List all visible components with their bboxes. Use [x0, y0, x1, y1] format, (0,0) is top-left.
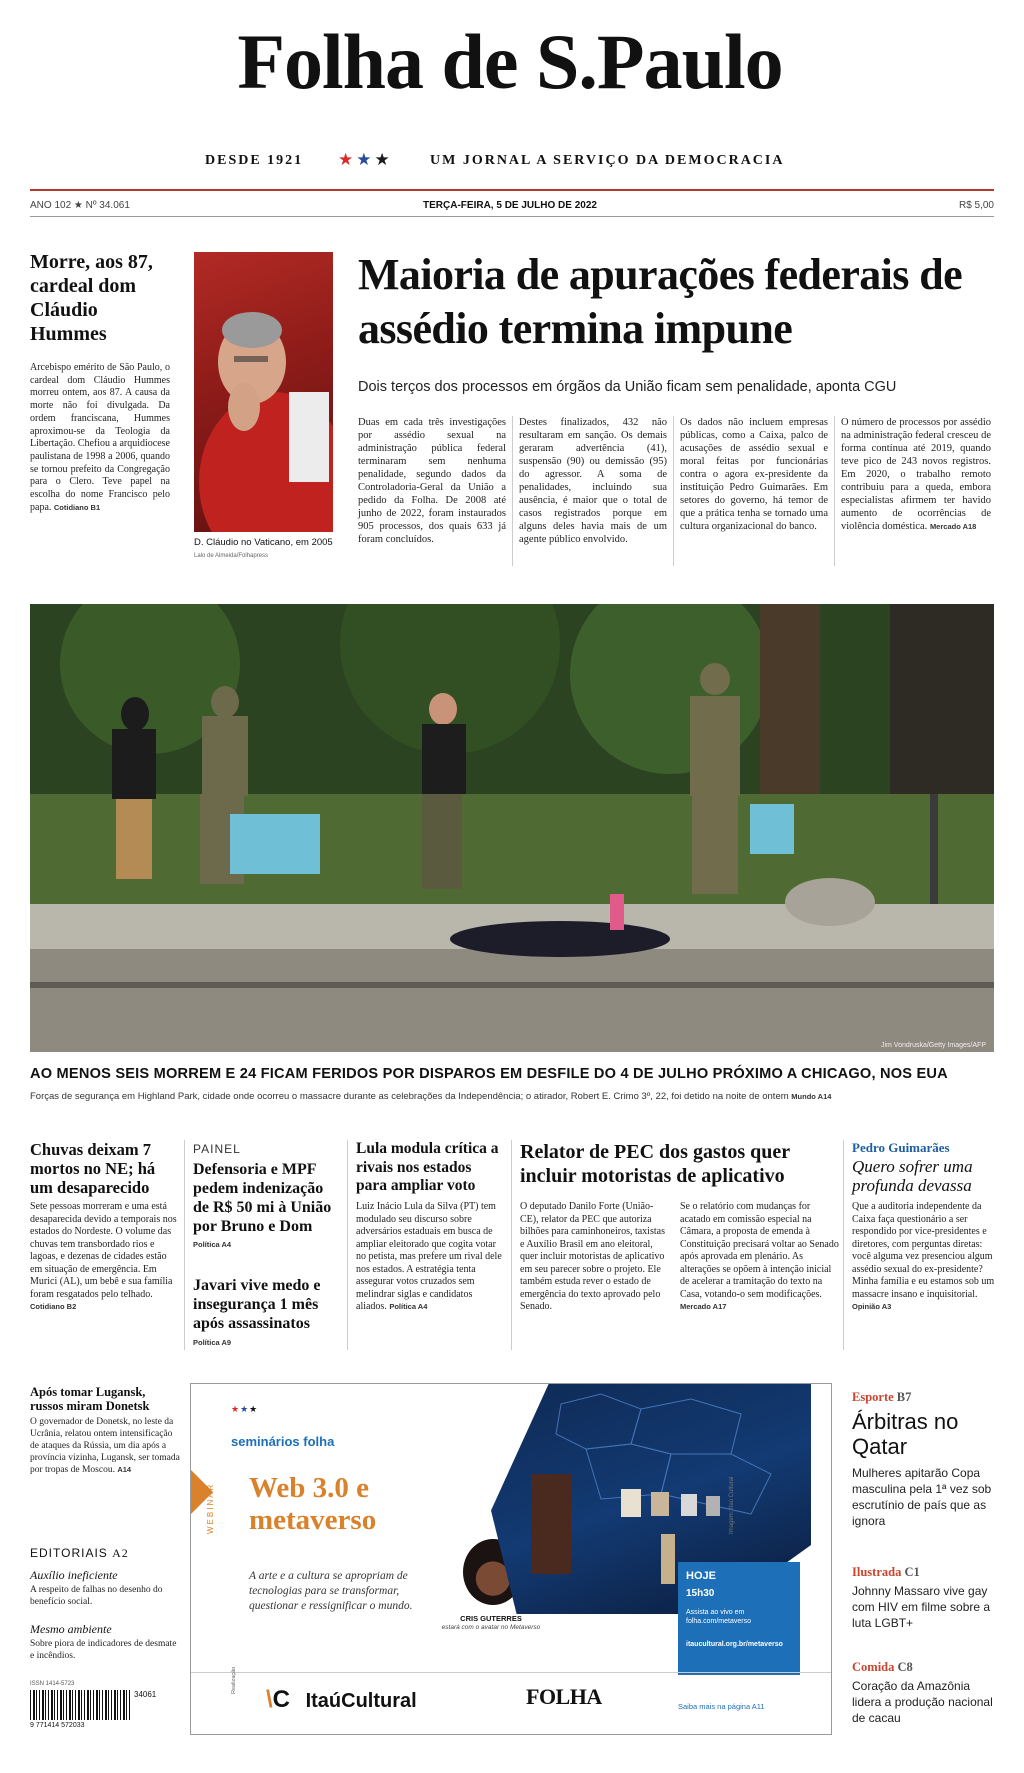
section-ref[interactable]: Política A4 [389, 1302, 428, 1311]
lula-body: Luiz Inácio Lula da Silva (PT) tem modulado seu discurso sobre adversários estaduais em busca de ampliar eleitorado que cogita votar no petista, mas prefere um rival dele nos estados. A estratégia tenta assegurar votos cruzados sem melindrar siglas e candidatos aliados. Política A4 [356, 1201, 502, 1312]
teaser-esporte[interactable] [852, 1390, 997, 1529]
barcode-number: 9 771414 572033 [30, 1722, 85, 1729]
itau-c-icon: C [272, 1686, 291, 1713]
section-ref[interactable]: Política A4 [193, 1240, 232, 1249]
column-divider [511, 1140, 512, 1350]
hummes-caption: D. Cláudio no Vaticano, em 2005 Lalo de Almeida/Folhapress [194, 537, 333, 559]
ad-brand: seminários folha [231, 1434, 335, 1449]
teaser-ilustrada[interactable] [852, 1565, 997, 1631]
masthead-motto: UM JORNAL A SERVIÇO DA DEMOCRACIA [430, 153, 785, 168]
column-divider [843, 1140, 844, 1350]
photo-credit: Lalo de Almeida/Folhapress [194, 553, 269, 559]
photo-headline[interactable]: AO MENOS SEIS MORREM E 24 FICAM FERIDOS POR DISPAROS EM DESFILE DO 4 DE JULHO PRÓXIMO A CHICAGO, NOS EUA [30, 1066, 948, 1082]
star-icon: ★ [374, 150, 393, 169]
javari-headline[interactable]: Javari vive medo e insegurança 1 mês após assassinatos [193, 1277, 321, 1332]
lugansk-headline[interactable]: Após tomar Lugansk, russos miram Donetsk [30, 1385, 150, 1413]
ad-time: 15h30 [686, 1588, 715, 1599]
teaser-page: C1 [904, 1565, 920, 1579]
section-ref[interactable]: Cotidiano B1 [53, 502, 101, 512]
chuvas-headline[interactable]: Chuvas deixam 7 mortos no NE; há um desaparecido [30, 1140, 156, 1197]
section-ref[interactable]: Opinião A3 [852, 1302, 892, 1311]
lead-headline[interactable]: Maioria de apurações federais de assédio termina impune [358, 250, 963, 353]
teaser-text: Mulheres apitarão Copa masculina pela 1ª vez sob escrutínio de país que as ignora [852, 1466, 992, 1528]
ad-event-box[interactable] [678, 1562, 800, 1675]
section-ref[interactable]: Mercado A18 [929, 522, 977, 531]
ad-more[interactable]: Saiba mais na página A11 [678, 1702, 765, 1711]
editorial-text: Sobre piora de indicadores de desmate e incêndios. [30, 1639, 177, 1661]
ad-vertical-label: WEBINAR [206, 1482, 215, 1534]
barcode-bars [30, 1690, 130, 1720]
editoriais-label: EDITORIAIS A2 [30, 1546, 129, 1560]
section-ref[interactable]: Cotidiano B2 [30, 1302, 77, 1311]
masthead-stars [338, 150, 393, 170]
section-ref[interactable]: Política A9 [193, 1338, 232, 1347]
webinar-ad[interactable] [190, 1383, 832, 1735]
column-divider [673, 416, 674, 566]
photo-credit: Jim Vondruska/Getty Images/AFP [880, 1042, 986, 1049]
lead-col-1: Duas em cada três investigações por assédio sexual na administração pública federal terminaram sem nenhuma penalidade, segundo dados da Controladoria-Geral da União a pedido da Folha. De 2008 até junho de 2022, foram instaurados 905 processos, dos quais 633 já foram concluídos. [358, 417, 506, 545]
teaser-headline[interactable]: Árbitras no Qatar [852, 1409, 959, 1459]
masthead-title: Folha de S.Paulo [237, 18, 783, 105]
masthead-rule [30, 189, 994, 191]
lead-col-4: O número de processos por assédio na administração federal cresceu de forma contínua até 2019, quando teve pico de 243 novos registros. Em 2020, o trabalho remoto contribuiu para a queda, embora especialistas afirmem ter havido aumento de ocorrências de violência doméstica. Mercado A18 [841, 417, 991, 532]
teaser-section: Ilustrada [852, 1565, 902, 1579]
guimaraes-kicker: Pedro Guimarães [852, 1140, 950, 1155]
editorial-title[interactable]: Mesmo ambiente [30, 1622, 112, 1636]
teaser-text[interactable]: Coração da Amazônia lidera a produção nacional de cacau [852, 1679, 993, 1725]
hummes-photo [194, 252, 333, 532]
speaker-name: CRIS GUTERRES [460, 1614, 522, 1623]
speaker-note: estará com o avatar no Metaverso [441, 1624, 541, 1631]
ad-footer-rule [191, 1672, 832, 1673]
ad-sponsor-itau: \C ItaúCultural [266, 1686, 417, 1713]
column-divider [347, 1140, 348, 1350]
teaser-section: Esporte [852, 1390, 894, 1404]
lead-col-2: Destes finalizados, 432 não resultaram em sanção. Os demais geraram advertência (41), suspensão (90) ou demissão (95) do agressor. A soma de penalidades, incluindo sua ausência, é maior que o total de casos registrados porque em alguns deles havia mais de um agente público envolvido. [519, 417, 667, 545]
ad-today-label: HOJE [686, 1570, 716, 1582]
masthead-since: DESDE 1921 [205, 153, 304, 168]
pec-col-2: Se o relatório com mudanças for acatado em comissão especial na Câmara, a proposta de emenda à Constituição precisará voltar ao Senado após aprovada em plenário. As alterações se opõem à intenção inicial de acelerar a tramitação do texto na Casa, votando-o sem modificações. Mercado A17 [680, 1201, 839, 1311]
teaser-page: C8 [897, 1660, 913, 1674]
ad-sponsor-label: Realização [231, 1666, 237, 1694]
edition-number: ANO 102 ★ Nº 34.061 [30, 200, 130, 211]
column-divider [184, 1140, 185, 1350]
edition-price: R$ 5,00 [958, 200, 994, 211]
star-icon: ★ [338, 150, 357, 169]
guimaraes-headline[interactable]: Quero sofrer uma profunda devassa [852, 1157, 973, 1195]
lead-col-3: Os dados não incluem empresas públicas, como a Caixa, palco de acusações de assédio sexual e moral feitas por funcionárias contra o agora ex-presidente da instituição Pedro Guimarães. Em setores do governo, há temor de que a prática tenha se tornado uma cultura organizacional do banco. [680, 417, 828, 532]
editorial-text: A respeito de falhas no desenho do benefício social. [30, 1585, 163, 1607]
photo-caption: Forças de segurança em Highland Park, cidade onde ocorreu o massacre durante as celebrações da Independência; o atirador, Robert E. Crimo 3º, 22, foi detido na noite de ontem Mundo A14 [30, 1091, 832, 1102]
hummes-headline[interactable]: Morre, aos 87, cardeal dom Cláudio Hummes [30, 251, 153, 345]
section-ref[interactable]: A14 [117, 1465, 132, 1474]
ad-image-credit: Imagem: Itaú Cultural [729, 1476, 735, 1534]
teaser-comida[interactable] [852, 1660, 997, 1726]
section-ref[interactable]: Mercado A17 [680, 1302, 727, 1311]
column-divider [834, 416, 835, 566]
ad-title[interactable]: Web 3.0 e metaverso [249, 1472, 377, 1536]
dateline-rule [30, 216, 994, 217]
painel-kicker: PAINEL [193, 1142, 241, 1156]
lugansk-body: O governador de Donetsk, no leste da Ucrânia, relatou ontem intensificação de ataques da Rússia, um dia após a província vizinha, Lugansk, ser tomada por tropas de Moscou. A14 [30, 1417, 180, 1475]
ad-stars: ★★★ [231, 1404, 259, 1414]
teaser-section: Comida [852, 1660, 895, 1674]
barcode-issue: 34061 [134, 1690, 157, 1699]
ad-watch[interactable]: Assista ao vivo em folha.com/metaverso [686, 1609, 751, 1625]
column-divider [512, 416, 513, 566]
teaser-page: B7 [896, 1390, 912, 1404]
barcode-issn: ISSN 1414-5723 [30, 1681, 75, 1687]
main-photo [30, 604, 994, 1052]
painel-headline[interactable]: Defensoria e MPF pedem indenização de R$ 50 mi à União por Bruno e Dom [193, 1161, 332, 1235]
ad-text: A arte e a cultura se apropriam de tecnologias para se transformar, questionar e ressignificar o mundo. [249, 1570, 413, 1612]
teaser-text[interactable]: Johnny Massaro vive gay com HIV em filme sobre a luta LGBT+ [852, 1584, 991, 1630]
itau-logo-icon: \ [266, 1686, 273, 1713]
section-ref[interactable]: Mundo A14 [791, 1092, 832, 1101]
ad-site[interactable]: itaucultural.org.br/metaverso [686, 1641, 783, 1648]
hummes-body: Arcebispo emérito de São Paulo, o cardeal dom Cláudio Hummes morreu ontem, aos 87. A causa da morte não foi divulgada. Da ordem franciscana, Hummes aproximou-se da Teologia da Libertação. Chefiou a arquidiocese paulistana de 1998 a 2006, quando se tornou prefeito da Congregação para o Clero. Teve papel na escolha do nome Francisco pelo papa. Cotidiano B1 [30, 362, 170, 513]
pec-col-1: O deputado Danilo Forte (União-CE), relator da PEC que autoriza bilhões para caminhoneiros, taxistas e Auxílio Brasil em ano eleitoral, quer incluir motoristas de aplicativo em seu parecer sobre o projeto. Ele também estuda rever o estado de emergência do texto aprovado pelo Senado. [520, 1201, 665, 1312]
editorial-title[interactable]: Auxílio ineficiente [30, 1568, 118, 1582]
guimaraes-body: Que a auditoria independente da Caixa faça questionário a ser respondido por vice-presidentes e diretores, com perguntas diretas: você alguma vez presenciou algum assédio sexual do ex-presidente? Minha família e eu estamos sob um massacre insano e inquisitorial. Opinião A3 [852, 1201, 995, 1311]
pec-headline[interactable]: Relator de PEC dos gastos quer incluir motoristas de aplicativo [520, 1141, 790, 1187]
lead-subhead: Dois terços dos processos em órgãos da União ficam sem penalidade, aponta CGU [358, 379, 897, 395]
ad-sponsor-folha: FOLHA [526, 1684, 602, 1709]
star-icon: ★ [356, 150, 375, 169]
edition-date: TERÇA-FEIRA, 5 DE JULHO DE 2022 [423, 200, 597, 211]
chuvas-body: Sete pessoas morreram e uma está desaparecida devido a temporais nos estados do Nordeste. O volume das chuvas tem transbordado rios e lagoas, e dezenas de cidades estão em situação de emergência. Em Murici (AL), um bebê e sua família foram resgatados pelo telhado. Cotidiano B2 [30, 1201, 177, 1311]
lula-headline[interactable]: Lula modula crítica a rivais nos estados para ampliar voto [356, 1140, 499, 1194]
